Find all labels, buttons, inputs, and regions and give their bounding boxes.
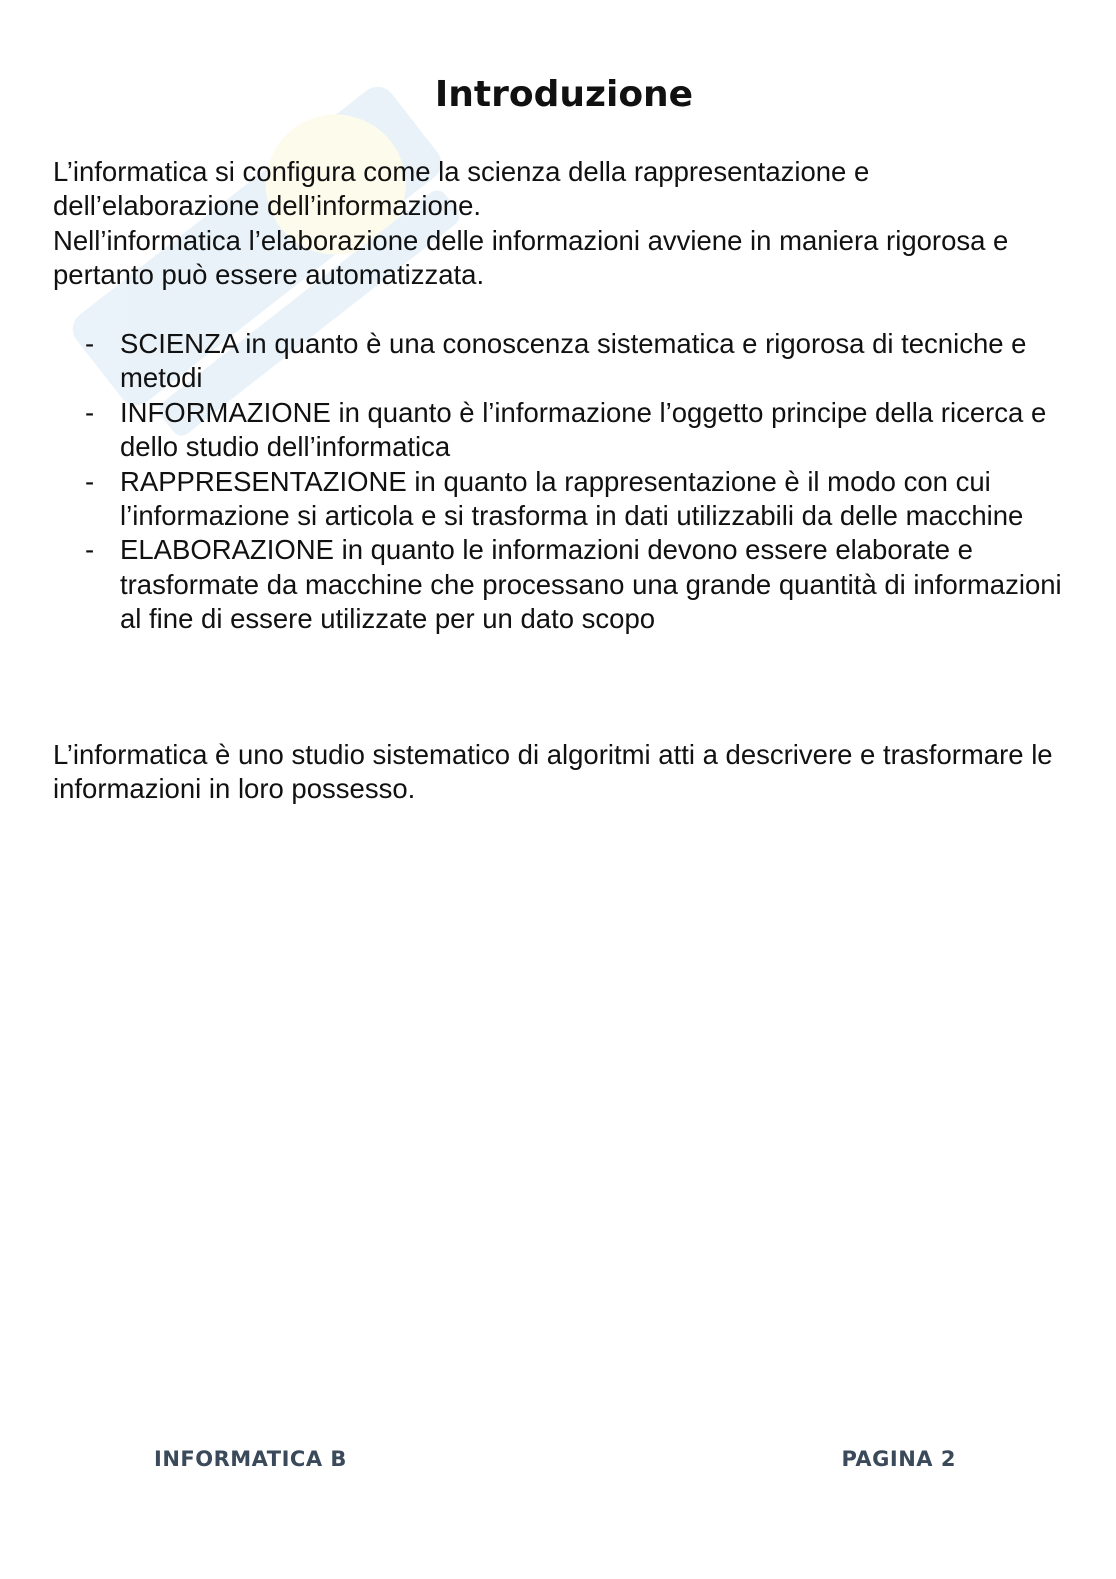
- intro-paragraph: L’informatica si configura come la scienza della rappresentazione e dell’elaborazione dell’informazione.: [53, 156, 870, 222]
- intro-paragraphs: [53, 155, 1063, 293]
- list-item-text: ELABORAZIONE in quanto le informazioni devono essere elaborate e trasformate da macchine che processano una grande quantità di informazioni al fine di essere utilizzate per un dato scopo: [120, 534, 1062, 635]
- footer-course-name: INFORMATICA B: [154, 1447, 347, 1471]
- list-item: [53, 465, 1063, 534]
- list-item-text: SCIENZA in quanto è una conoscenza sistematica e rigorosa di tecniche e metodi: [120, 328, 1027, 394]
- list-marker: -: [85, 328, 95, 359]
- footer-page-number: PAGINA 2: [841, 1447, 956, 1471]
- list-marker: -: [85, 396, 95, 428]
- list-item-text: RAPPRESENTAZIONE in quanto la rappresentazione è il modo con cui l’informazione si articola e si trasforma in dati utilizzabili da delle macchine: [120, 465, 1024, 532]
- list-item: [53, 396, 1063, 465]
- list-item-text: INFORMAZIONE in quanto è l’informazione l’oggetto principe della ricerca e dello studio dell’informatica: [120, 396, 1047, 463]
- definition-list: [53, 327, 1063, 637]
- intro-paragraph: Nell’informatica l’elaborazione delle informazioni avviene in maniera rigorosa e pertanto può essere automatizzata.: [53, 224, 1009, 291]
- conclusion-paragraph: L’informatica è uno studio sistematico di algoritmi atti a descrivere e trasformare le informazioni in loro possesso.: [53, 739, 1053, 805]
- list-item: [53, 327, 1063, 396]
- page-title: Introduzione: [434, 74, 694, 115]
- list-item: [53, 533, 1063, 636]
- list-marker: -: [85, 534, 95, 566]
- list-marker: -: [85, 465, 95, 497]
